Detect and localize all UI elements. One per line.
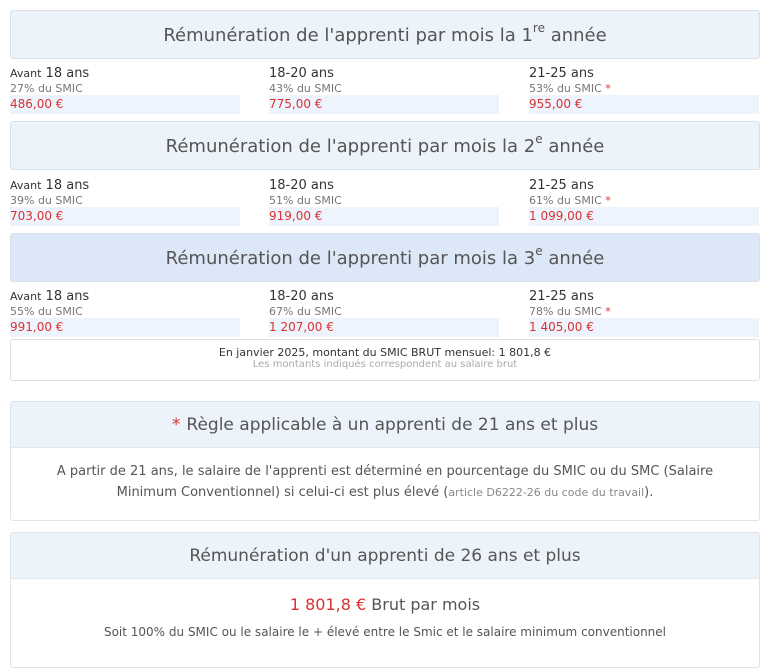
over26-card	[10, 532, 760, 668]
asterisk-marker: *	[605, 305, 611, 318]
age-label: 21-25 ans	[529, 289, 594, 304]
age-label: Avant 18 ans	[10, 178, 90, 193]
smic-percent: 67% du SMIC	[269, 305, 342, 318]
year3-header[interactable]	[10, 233, 760, 282]
year2-row	[10, 178, 760, 230]
rule-card-header	[11, 402, 759, 448]
year3-col-18-20	[269, 289, 499, 337]
article-reference: article D6222-26 du code du travail	[448, 486, 645, 499]
year3-col-under18	[10, 289, 240, 337]
rule-card	[10, 401, 760, 521]
age-label: Avant 18 ans	[10, 289, 90, 304]
year2-header[interactable]	[10, 121, 760, 170]
asterisk-marker: *	[171, 414, 181, 435]
year3-title: Rémunération de l'apprenti par mois la 3e année	[165, 244, 605, 269]
smic-note	[10, 339, 760, 381]
smic-percent: 51% du SMIC	[269, 194, 342, 207]
rule-card-title: Règle applicable à un apprenti de 21 ans et plus	[186, 414, 599, 435]
salary-amount: 775,00 €	[269, 95, 499, 114]
salary-amount: 1 405,00 €	[529, 318, 759, 337]
smic-percent: 55% du SMIC	[10, 305, 83, 318]
smic-percent: 39% du SMIC	[10, 194, 83, 207]
age-label: 18-20 ans	[269, 66, 334, 81]
smic-amount-note: En janvier 2025, montant du SMIC BRUT mensuel: 1 801,8 €	[218, 346, 552, 359]
salary-amount: 486,00 €	[10, 95, 240, 114]
salary-amount: 1 207,00 €	[269, 318, 499, 337]
year1-col-under18	[10, 66, 240, 114]
over26-card-header	[11, 533, 759, 579]
year1-col-18-20	[269, 66, 499, 114]
year1-title: Rémunération de l'apprenti par mois la 1re année	[163, 21, 607, 46]
age-label: 21-25 ans	[529, 178, 594, 193]
rule-card-body: A partir de 21 ans, le salaire de l'apprenti est déterminé en pourcentage du SMIC ou du SMC (Salaire Minimum Conventionnel) si celui-ci est plus élevé (article D6222-26 du code du travail).	[56, 464, 714, 500]
over26-amount-line: 1 801,8 € Brut par mois	[289, 595, 481, 614]
smic-percent: 78% du SMIC *	[529, 305, 611, 318]
salary-amount: 1 099,00 €	[529, 207, 759, 226]
smic-percent: 43% du SMIC	[269, 82, 342, 95]
salary-amount: 955,00 €	[529, 95, 759, 114]
gross-salary-note: Les montants indiqués correspondent au salaire brut	[252, 359, 518, 370]
smic-percent: 53% du SMIC *	[529, 82, 611, 95]
salary-amount: 919,00 €	[269, 207, 499, 226]
over26-note: Soit 100% du SMIC ou le salaire le + élevé entre le Smic et le salaire minimum conventionnel	[103, 625, 667, 639]
smic-percent: 61% du SMIC *	[529, 194, 611, 207]
year2-col-18-20	[269, 178, 499, 226]
year2-title: Rémunération de l'apprenti par mois la 2e année	[165, 132, 605, 157]
salary-amount: 991,00 €	[10, 318, 240, 337]
asterisk-marker: *	[605, 82, 611, 95]
year3-row	[10, 289, 760, 341]
year2-col-under18	[10, 178, 240, 226]
smic-percent: 27% du SMIC	[10, 82, 83, 95]
over26-card-title: Rémunération d'un apprenti de 26 ans et plus	[189, 545, 581, 566]
age-label: 18-20 ans	[269, 289, 334, 304]
age-label: 21-25 ans	[529, 66, 594, 81]
age-label: 18-20 ans	[269, 178, 334, 193]
asterisk-marker: *	[605, 194, 611, 207]
year1-header[interactable]	[10, 10, 760, 59]
year1-row	[10, 66, 760, 118]
year3-col-21-25	[529, 289, 759, 337]
over26-amount: 1 801,8 €	[289, 595, 367, 614]
age-label: Avant 18 ans	[10, 66, 90, 81]
salary-amount: 703,00 €	[10, 207, 240, 226]
year1-col-21-25	[529, 66, 759, 114]
year2-col-21-25	[529, 178, 759, 226]
